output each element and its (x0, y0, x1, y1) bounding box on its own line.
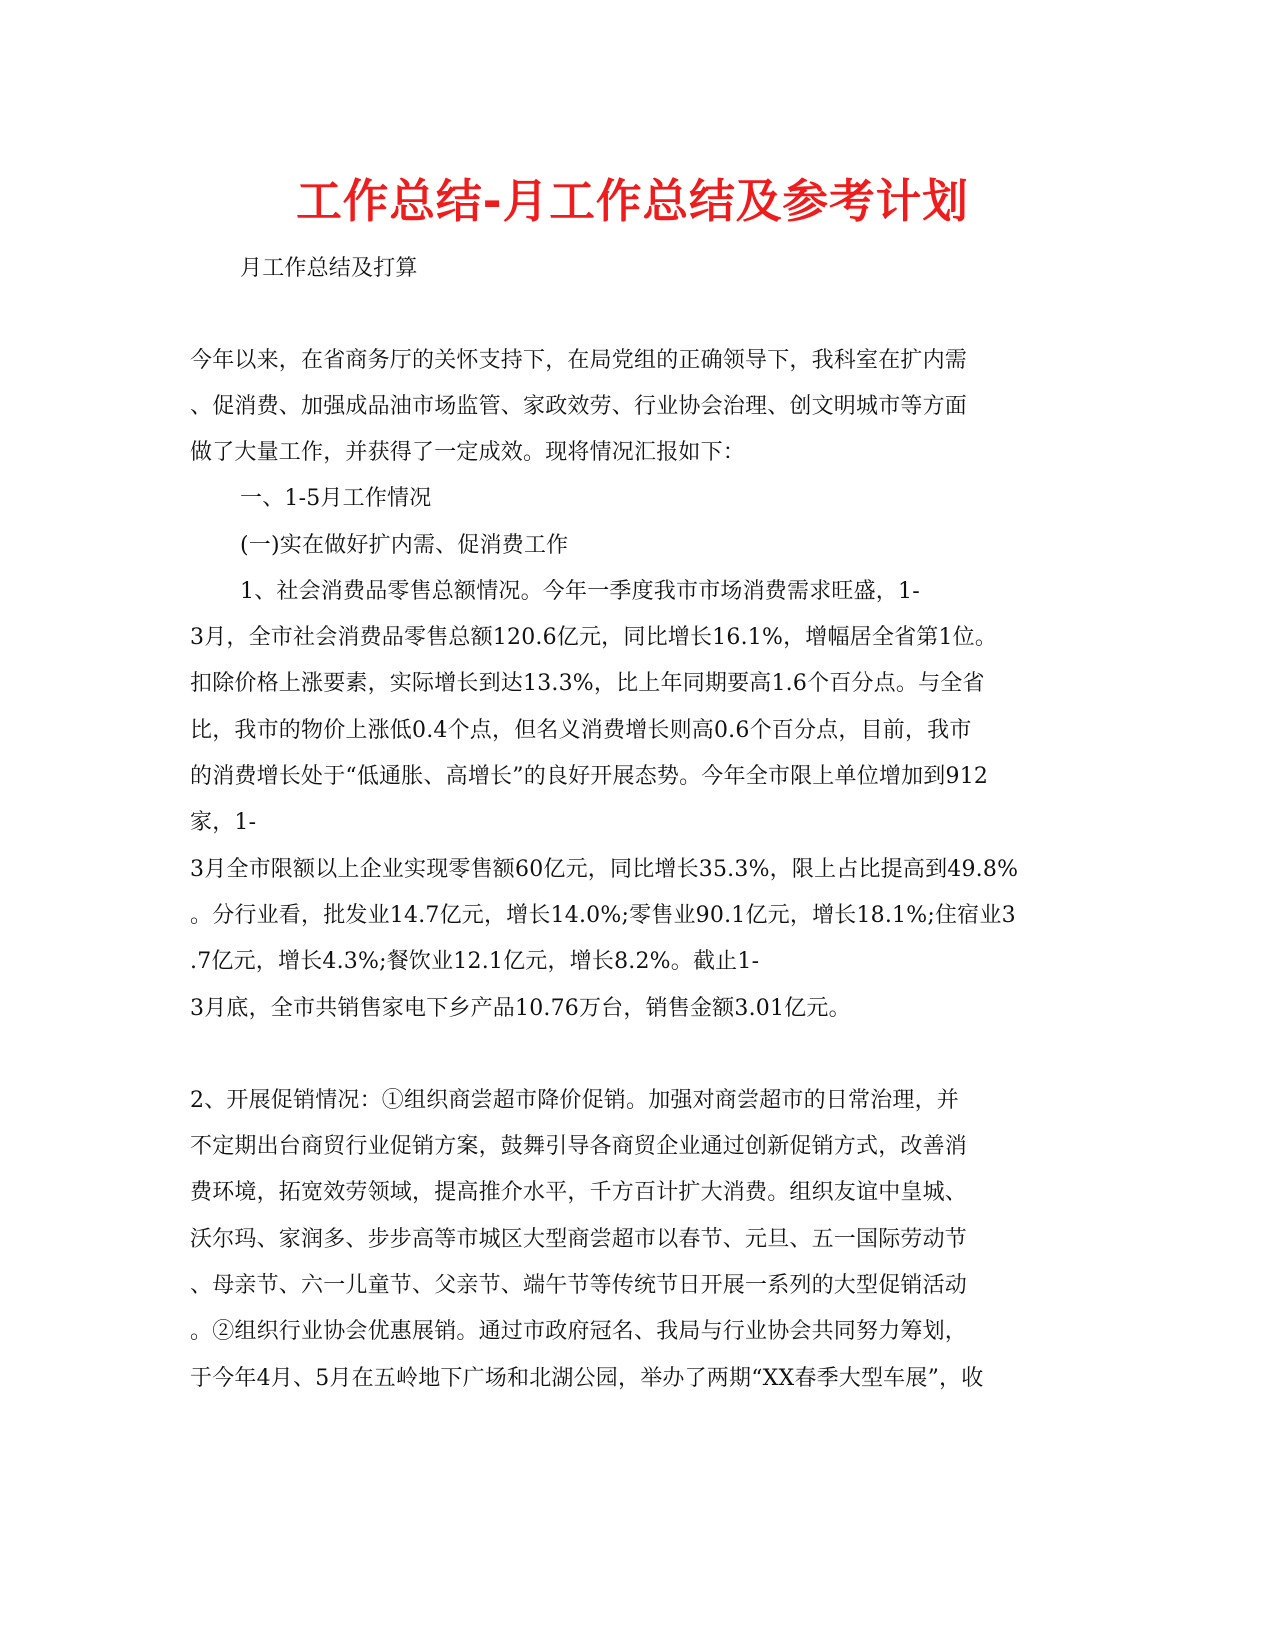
paragraph-line: .7亿元，增长4.3%;餐饮业12.1亿元，增长8.2%。截止1- (190, 949, 760, 974)
paragraph-line: 2、开展促销情况：①组织商尝超市降价促销。加强对商尝超市的日常治理，并 (190, 1088, 959, 1113)
paragraph-line: 。②组织行业协会优惠展销。通过市政府冠名、我局与行业协会共同努力筹划， (190, 1319, 968, 1344)
paragraph-line: 、促消费、加强成品油市场监管、家政效劳、行业协会治理、创文明城市等方面 (190, 394, 968, 419)
paragraph-line: 3月全市限额以上企业实现零售额60亿元，同比增长35.3%，限上占比提高到49.8% (190, 857, 1019, 882)
subsection-heading: (一)实在做好扩内需、促消费工作 (240, 533, 569, 558)
paragraph-line: 3月，全市社会消费品零售总额120.6亿元，同比增长16.1%，增幅居全省第1位。 (190, 625, 998, 650)
paragraph-line: 今年以来，在省商务厅的关怀支持下，在局党组的正确领导下，我科室在扩内需 (190, 348, 968, 373)
paragraph-line: 1、社会消费品零售总额情况。今年一季度我市市场消费需求旺盛，1- (240, 579, 920, 604)
paragraph-line: 于今年4月、5月在五岭地下广场和北湖公园，举办了两期“XX春季大型车展”，收 (190, 1366, 984, 1391)
paragraph-line: 、母亲节、六一儿童节、父亲节、端午节等传统节日开展一系列的大型促销活动 (190, 1273, 968, 1298)
paragraph-line: 不定期出台商贸行业促销方案，鼓舞引导各商贸企业通过创新促销方式，改善消 (190, 1134, 968, 1159)
paragraph-line: 扣除价格上涨要素，实际增长到达13.3%，比上年同期要高1.6个百分点。与全省 (190, 671, 985, 696)
document-title: 工作总结-月工作总结及参考计划 (296, 174, 969, 228)
paragraph-line: 费环境，拓宽效劳领域，提高推介水平，千方百计扩大消费。组织友谊中皇城、 (190, 1180, 968, 1205)
section-heading: 一、1-5月工作情况 (240, 486, 432, 511)
paragraph-line: 沃尔玛、家润多、步步高等市城区大型商尝超市以春节、元旦、五一国际劳动节 (190, 1227, 968, 1252)
paragraph-line: 家，1- (190, 810, 257, 835)
paragraph-line: 3月底，全市共销售家电下乡产品10.76万台，销售金额3.01亿元。 (190, 996, 851, 1021)
document-subtitle: 月工作总结及打算 (240, 256, 418, 281)
paragraph-line: 做了大量工作，并获得了一定成效。现将情况汇报如下： (190, 440, 746, 465)
paragraph-line: 。分行业看，批发业14.7亿元，增长14.0%;零售业90.1亿元，增长18.1%;住宿业3 (190, 903, 1016, 928)
paragraph-line: 比，我市的物价上涨低0.4个点，但名义消费增长则高0.6个百分点，目前，我市 (190, 718, 972, 743)
paragraph-line: 的消费增长处于“低通胀、高增长”的良好开展态势。今年全市限上单位增加到912 (190, 764, 989, 789)
